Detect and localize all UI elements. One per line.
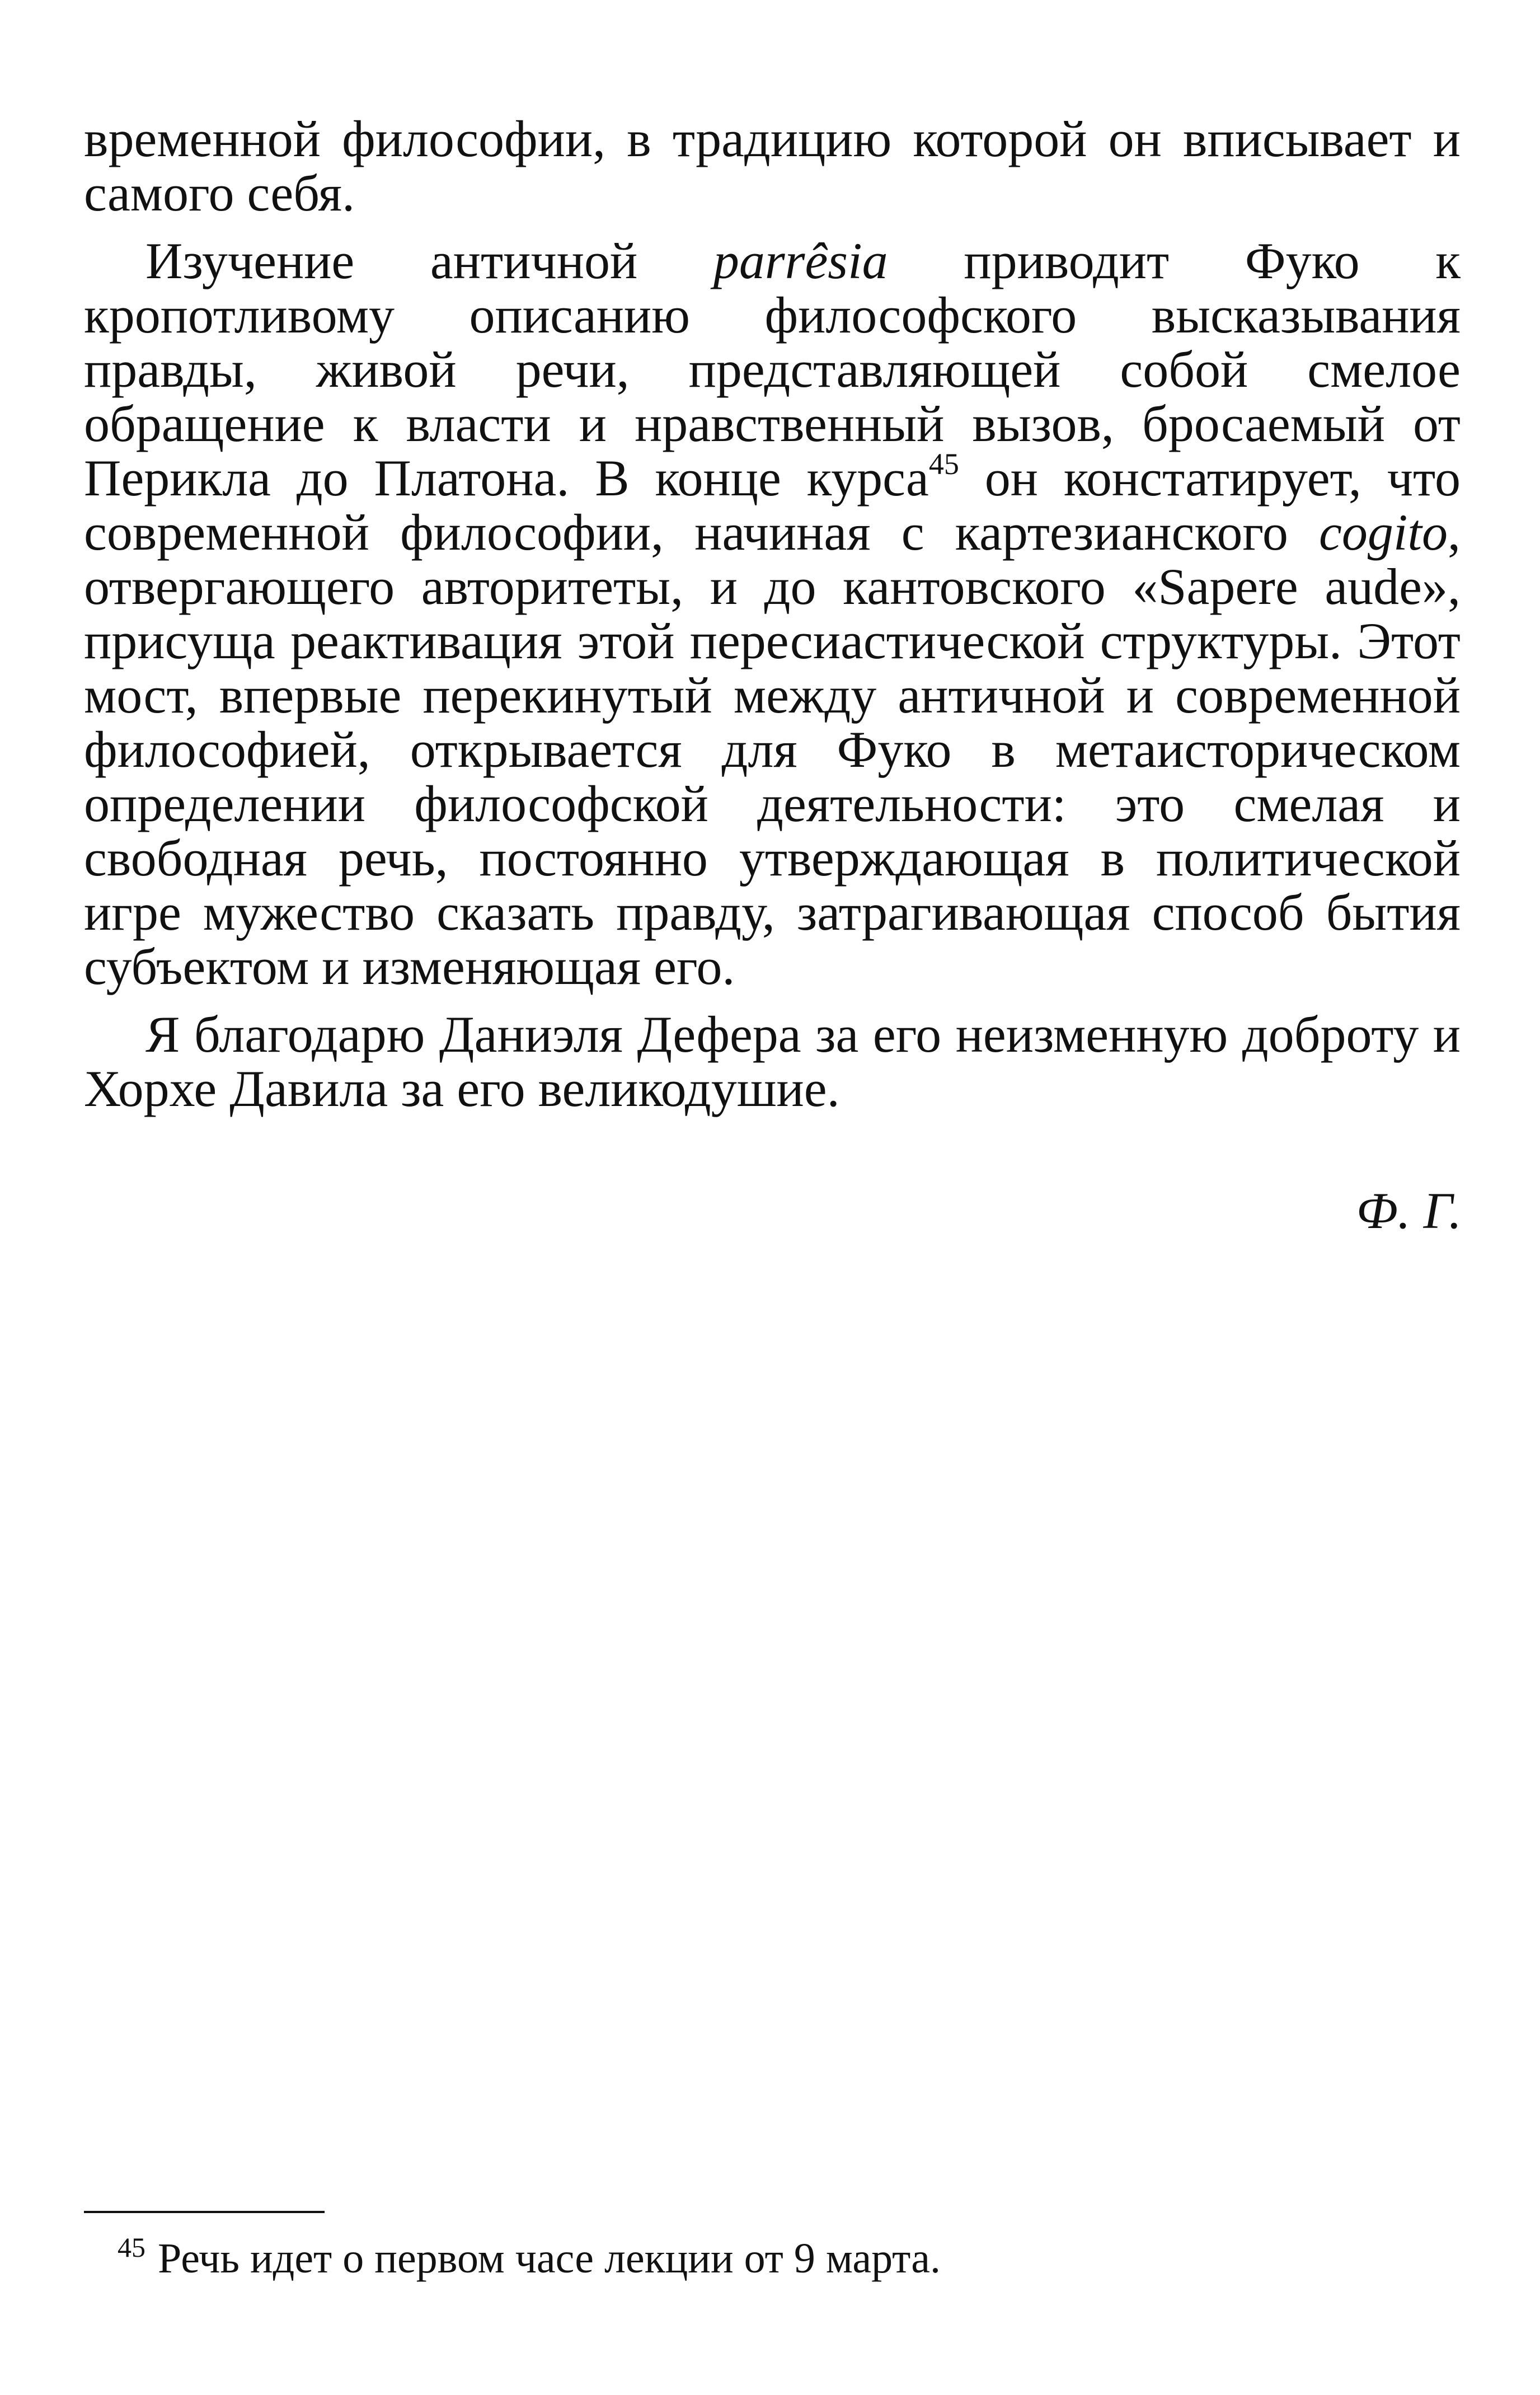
footnote bbox=[118, 2233, 941, 2284]
term-parresia: parrêsia bbox=[713, 232, 888, 289]
paragraph-text: , отвергающего авторитеты, и до кантовского «Sapere aude», присуща реактивация этой пересиастической структуры. Этот мост, впервые перекинутый между античной и современной философией, открывается для Фуко в метаисторическом определении философской деятельности: это смелая и свободная речь, постоянно утверждающая в политической игре мужество сказать правду, затрагивающая способ бытия субъектом и изменяющая его. bbox=[84, 504, 1461, 995]
footnote-text: Речь идет о первом часе лекции от 9 марта. bbox=[158, 2235, 941, 2282]
term-cogito: cogito bbox=[1319, 504, 1448, 561]
page-body bbox=[84, 112, 1461, 1116]
paragraph-continuation: временной философии, в традицию которой он вписывает и самого себя. bbox=[84, 110, 1461, 222]
paragraph-text: он констатирует, что современной философии, начиная с картезианского bbox=[84, 449, 1461, 561]
paragraph-parresia bbox=[84, 234, 1461, 994]
paragraph-text: приводит Фуко к кропотливому описанию философского высказывания правды, живой речи, представляющей собой смелое обращение к власти и нравственный вызов, бросаемый от Перикла до Платона. В конце курса bbox=[84, 232, 1461, 507]
paragraph-text: Изучение античной bbox=[145, 232, 713, 289]
author-signature: Ф. Г. bbox=[1356, 1182, 1462, 1239]
footnote-number: 45 bbox=[118, 2232, 145, 2263]
footnote-reference[interactable]: 45 bbox=[928, 447, 959, 481]
paragraph-acknowledgements: Я благодарю Даниэля Дефера за его неизменную доброту и Хорхе Давила за его великодушие. bbox=[84, 1006, 1461, 1117]
footnote-divider bbox=[84, 2211, 325, 2213]
